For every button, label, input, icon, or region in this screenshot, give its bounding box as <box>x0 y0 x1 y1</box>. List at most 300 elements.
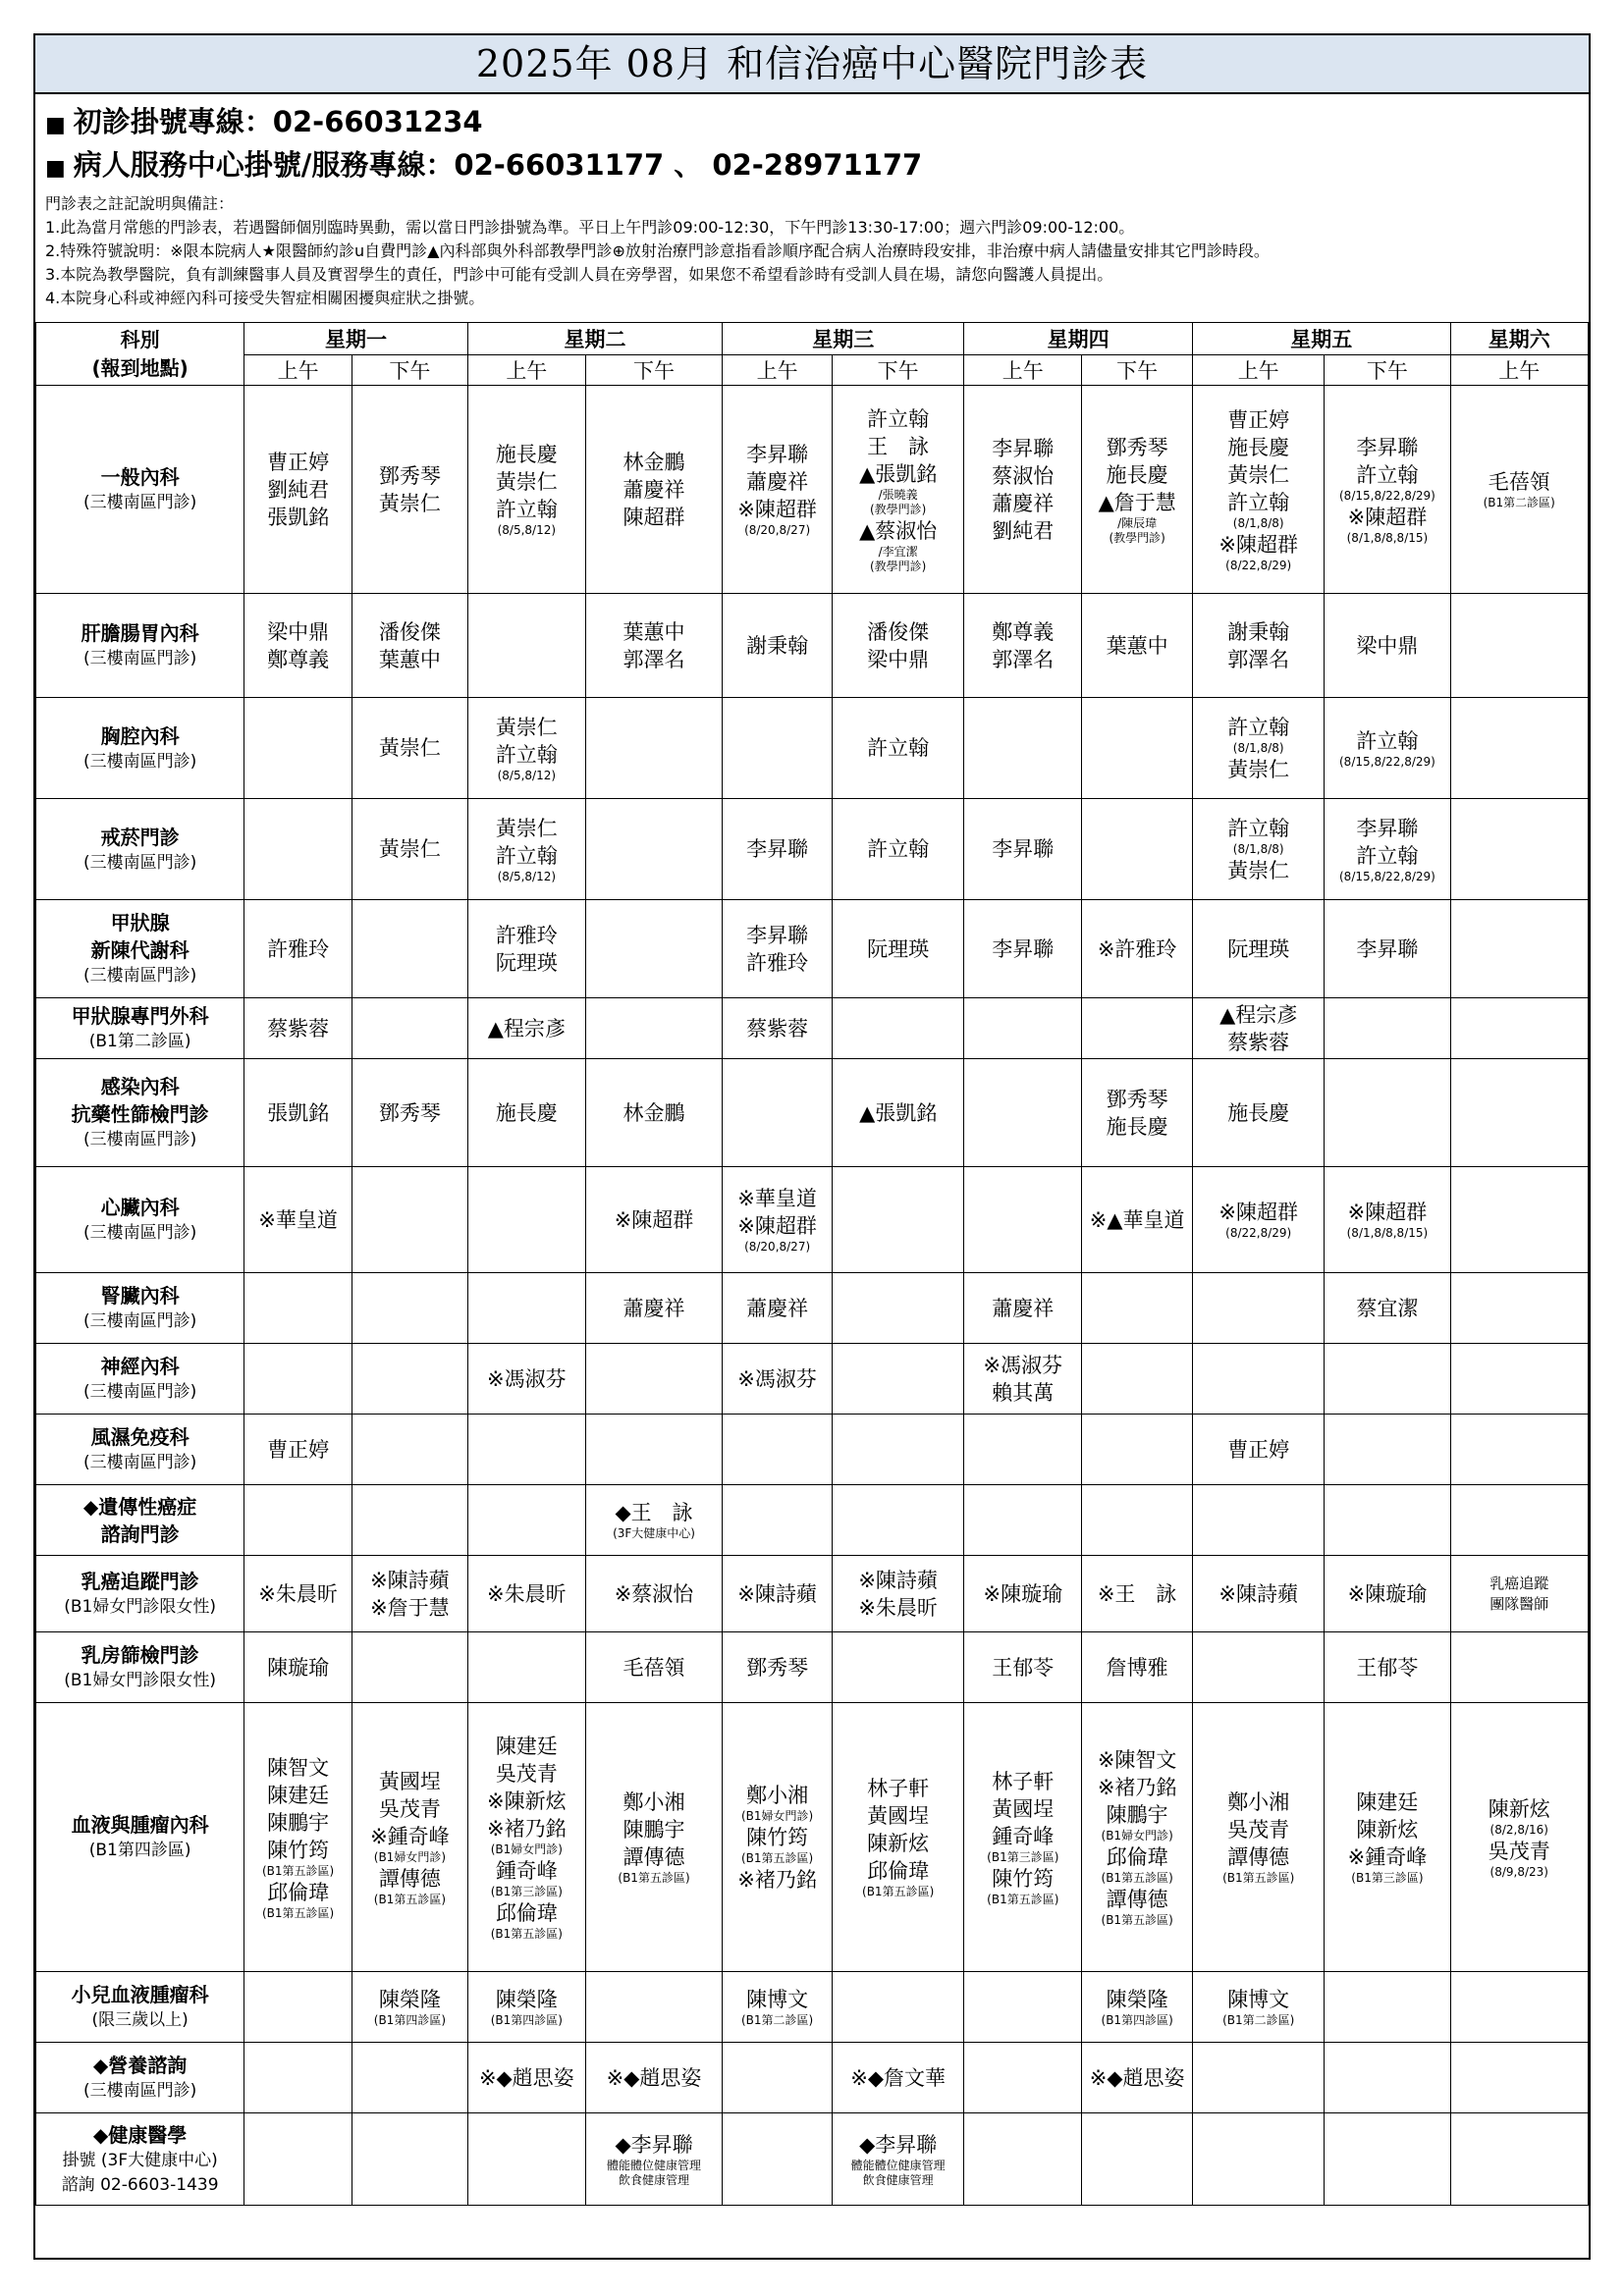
slot-cell <box>1325 1703 1450 1972</box>
doctor-name: 蕭慶祥 <box>992 1296 1055 1320</box>
dept-cell <box>36 1632 244 1703</box>
dept-name: 乳癌追蹤門診 <box>81 1570 199 1593</box>
slot-cell <box>1193 386 1325 594</box>
schedule-row <box>36 998 1589 1059</box>
doctor-name: 許立翰 <box>1356 462 1419 487</box>
slot-cell <box>244 1632 352 1703</box>
dept-location: (三樓南區門診) <box>82 751 197 772</box>
dept-cell <box>36 1273 244 1344</box>
doctor-name: 陳新炫 <box>867 1832 930 1855</box>
slot-note: (B1婦女門診) <box>490 1842 563 1856</box>
dept-cell <box>36 1167 244 1273</box>
slot-cell <box>352 799 467 900</box>
dept-location: (三樓南區門診) <box>82 493 197 512</box>
slot-note: (8/1,8/8) <box>1232 740 1284 755</box>
slot-cell <box>1325 594 1450 698</box>
slot-cell <box>832 900 963 998</box>
slot-cell <box>244 386 352 594</box>
doctor-name: 許立翰 <box>1356 843 1419 868</box>
doctor-name: 曹正婷 <box>1227 1437 1290 1462</box>
slot-cell <box>585 1059 722 1167</box>
slot-note: 飲食健康管理 <box>862 2172 934 2187</box>
doctor-name: 譚傳德 <box>1106 1888 1168 1911</box>
doctor-name: ※陳璇瑜 <box>1347 1581 1428 1606</box>
slot-cell <box>723 1703 833 1972</box>
schedule-row <box>36 1703 1589 1972</box>
doctor-name: ※陳超群 <box>737 1214 817 1238</box>
doctor-name: ※陳超群 <box>1347 1201 1428 1224</box>
slot-note: (8/1,8/8,8/15) <box>1346 1226 1429 1240</box>
slot-cell <box>1193 1415 1325 1485</box>
dept-cell <box>36 998 244 1059</box>
doctor-name: 陳竹筠 <box>992 1866 1055 1891</box>
day-header-mon: 星期一 <box>244 323 468 355</box>
slot-cell <box>964 2043 1082 2113</box>
shift-am: 上午 <box>964 355 1082 386</box>
slot-cell <box>244 1485 352 1556</box>
doctor-name: 阮理瑛 <box>867 936 930 961</box>
doctor-name: 施長慶 <box>1227 435 1290 459</box>
dept-name: 甲狀腺 <box>110 911 170 934</box>
doctor-name: 黃崇仁 <box>495 816 558 840</box>
slot-cell <box>352 998 467 1059</box>
doctor-name: ※褚乃銘 <box>1097 1776 1177 1799</box>
note-line: 2.特殊符號說明：※限本院病人★限醫師約診u自費門診▲內科部與外科部教學門診⊕放射治療門診意指看診順序配合病人治療時段安排，非治療中病人請儘量安排其它門診時段。 <box>45 241 1270 260</box>
doctor-name: 黃崇仁 <box>1227 858 1290 882</box>
slot-cell <box>1450 1273 1589 1344</box>
doctor-name: ※陳璇瑜 <box>983 1581 1063 1606</box>
slot-cell <box>1450 698 1589 799</box>
slot-note: (B1第二診區) <box>740 2013 814 2027</box>
shift-pm: 下午 <box>832 355 963 386</box>
doctor-name: 許立翰 <box>1227 715 1290 739</box>
slot-note: (8/22,8/29) <box>1225 558 1292 572</box>
slot-cell <box>1193 1485 1325 1556</box>
slot-note: (B1第五診區) <box>740 1850 814 1865</box>
doctor-name: 謝秉翰 <box>746 633 809 658</box>
slot-cell <box>244 1273 352 1344</box>
slot-cell <box>1193 2043 1325 2113</box>
dept-cell <box>36 900 244 998</box>
doctor-name: ※朱晨昕 <box>487 1581 567 1606</box>
doctor-name: 鄭小湘 <box>623 1790 685 1814</box>
slot-note: (B1第五診區) <box>490 1927 563 1941</box>
slot-cell <box>244 1344 352 1415</box>
doctor-name: ※詹于慧 <box>370 1595 450 1620</box>
dept-location: (三樓南區門診) <box>82 1453 197 1472</box>
doctor-name: 曹正婷 <box>267 1437 330 1462</box>
schedule-row <box>36 1344 1589 1415</box>
doctor-name: 邱倫瑋 <box>867 1859 930 1883</box>
slot-cell <box>1193 900 1325 998</box>
schedule-row <box>36 2043 1589 2113</box>
doctor-name: ※陳詩蘋 <box>858 1568 938 1592</box>
slot-cell <box>832 1167 963 1273</box>
doctor-name: 陳建廷 <box>1356 1790 1419 1814</box>
slot-cell <box>723 1485 833 1556</box>
slot-cell <box>1082 1059 1193 1167</box>
doctor-name: 陳榮隆 <box>378 1988 441 2011</box>
doctor-name: 蔡宜潔 <box>1356 1296 1419 1320</box>
slot-cell <box>964 1485 1082 1556</box>
slot-note: (B1第四診區) <box>490 2013 563 2027</box>
doctor-name: ※陳詩蘋 <box>1218 1581 1298 1606</box>
doctor-name: 許立翰 <box>495 843 558 868</box>
day-header-thu: 星期四 <box>964 323 1193 355</box>
dept-name: 小兒血液腫瘤科 <box>71 1983 209 2006</box>
slot-cell <box>1325 1485 1450 1556</box>
slot-cell <box>1082 900 1193 998</box>
doctor-name: 陳超群 <box>623 505 685 529</box>
doctor-name: 黃國埕 <box>992 1796 1055 1821</box>
doctor-name: 陳鵬宇 <box>623 1818 685 1842</box>
slot-cell <box>964 1556 1082 1632</box>
doctor-name: 乳癌追蹤 <box>1489 1574 1549 1592</box>
slot-cell <box>585 1485 722 1556</box>
slot-cell <box>1325 900 1450 998</box>
doctor-name: 施長慶 <box>1227 1100 1290 1125</box>
slot-note: (B1第三診區) <box>1351 1871 1424 1885</box>
slot-cell <box>467 594 585 698</box>
slot-cell <box>585 1167 722 1273</box>
slot-note: (8/1,8/8,8/15) <box>1346 530 1429 545</box>
slot-note: (B1第五診區) <box>862 1885 935 1898</box>
doctor-name: 黃崇仁 <box>378 837 441 861</box>
dept-name: 乳房篩檢門診 <box>81 1643 199 1667</box>
note-line: 1.此為當月常態的門診表，若遇醫師個別臨時異動，需以當日門診掛號為準。平日上午門診09:00-12:30，下午門診13:30-17:00；週六門診09:00-12:00。 <box>45 218 1135 237</box>
slot-cell <box>723 799 833 900</box>
slot-cell <box>1325 1556 1450 1632</box>
slot-cell <box>1325 386 1450 594</box>
slot-note: (B1第四診區) <box>373 2013 446 2027</box>
dept-location: (B1婦女門診限女性) <box>64 1597 216 1617</box>
dept-cell <box>36 1344 244 1415</box>
slot-cell <box>1193 799 1325 900</box>
doctor-name: ※陳超群 <box>1218 532 1298 557</box>
dept-name: 血液與腫瘤內科 <box>71 1813 209 1837</box>
slot-cell <box>832 1344 963 1415</box>
doctor-name: 蔡紫蓉 <box>267 1016 330 1041</box>
slot-note: (B1第五診區) <box>261 1863 335 1878</box>
schedule-row <box>36 1167 1589 1273</box>
doctor-name: 陳榮隆 <box>495 1988 558 2011</box>
dept-location: (三樓南區門診) <box>82 966 197 986</box>
doctor-name: 許立翰 <box>867 837 930 861</box>
slot-cell <box>1325 2043 1450 2113</box>
doctor-name: 施長慶 <box>495 443 558 466</box>
slot-cell <box>244 1972 352 2043</box>
slot-cell <box>1082 2113 1193 2206</box>
slot-cell <box>1450 1556 1589 1632</box>
doctor-name: 陳博文 <box>746 1988 809 2011</box>
slot-cell <box>1082 1485 1193 1556</box>
slot-cell <box>1450 1167 1589 1273</box>
slot-cell <box>1082 386 1193 594</box>
doctor-name: ▲程宗彥 <box>487 1016 566 1041</box>
doctor-name: 許立翰 <box>867 736 930 760</box>
slot-cell <box>352 1632 467 1703</box>
slot-cell <box>723 900 833 998</box>
slot-note: (B1婦女門診) <box>373 1849 446 1864</box>
slot-cell <box>723 1972 833 2043</box>
doctor-name: ※▲華皇道 <box>1089 1207 1185 1232</box>
slot-cell <box>467 386 585 594</box>
doctor-name: 李昇聯 <box>992 436 1055 460</box>
doctor-name: 吳茂青 <box>1227 1818 1290 1842</box>
slot-cell <box>723 2113 833 2206</box>
doctor-name: 陳璇瑜 <box>267 1655 330 1680</box>
slot-cell <box>467 799 585 900</box>
schedule-row <box>36 1059 1589 1167</box>
slot-note: (8/22,8/29) <box>1225 1226 1292 1240</box>
slot-note: (教學門診) <box>1109 530 1165 545</box>
doctor-name: 李昇聯 <box>992 837 1055 861</box>
slot-cell <box>964 1344 1082 1415</box>
dept-location: (三樓南區門診) <box>82 1382 197 1402</box>
slot-cell <box>467 1273 585 1344</box>
doctor-name: 蔡淑怡 <box>992 463 1055 488</box>
doctor-name: 蕭慶祥 <box>746 1296 809 1320</box>
slot-cell <box>1193 698 1325 799</box>
slot-cell <box>1193 2113 1325 2206</box>
slot-cell <box>1325 1059 1450 1167</box>
slot-cell <box>832 998 963 1059</box>
slot-cell <box>1325 1273 1450 1344</box>
slot-cell <box>1450 1703 1589 1972</box>
dept-cell <box>36 594 244 698</box>
doctor-name: 葉蕙中 <box>1106 633 1168 658</box>
dept-cell <box>36 1415 244 1485</box>
slot-note: (8/9,8/23) <box>1489 1864 1548 1879</box>
slot-cell <box>832 1485 963 1556</box>
dept-cell <box>36 1703 244 1972</box>
doctor-name: 毛蓓領 <box>1488 470 1550 494</box>
slot-cell <box>723 1059 833 1167</box>
shift-header-row <box>36 355 1589 386</box>
dept-name: 諮詢門診 <box>100 1522 180 1546</box>
doctor-name: 陳榮隆 <box>1106 1988 1168 2011</box>
doctor-name: 林金鵬 <box>623 1100 685 1125</box>
slot-cell <box>1450 1415 1589 1485</box>
doctor-name: 黃崇仁 <box>378 736 441 760</box>
slot-cell <box>964 1059 1082 1167</box>
slot-cell <box>352 2113 467 2206</box>
slot-cell <box>723 998 833 1059</box>
doctor-name: ▲張凱銘 <box>859 461 938 486</box>
doctor-name: 鄭尊義 <box>267 647 330 671</box>
slot-cell <box>585 1703 722 1972</box>
doctor-name: 阮理瑛 <box>495 950 558 975</box>
slot-cell <box>585 1632 722 1703</box>
slot-cell <box>723 1167 833 1273</box>
slot-note: (B1第五診區) <box>261 1905 335 1920</box>
doctor-name: ※朱晨昕 <box>258 1581 338 1606</box>
shift-am: 上午 <box>467 355 585 386</box>
slot-cell <box>352 698 467 799</box>
doctor-name: 王郁苓 <box>992 1655 1055 1680</box>
slot-cell <box>1193 1556 1325 1632</box>
slot-cell <box>964 900 1082 998</box>
slot-note: (教學門診) <box>869 559 927 573</box>
slot-cell <box>467 1059 585 1167</box>
slot-note: 飲食健康管理 <box>619 2172 690 2187</box>
doctor-name: 潘俊傑 <box>867 619 930 644</box>
dept-location: (B1婦女門診限女性) <box>64 1671 216 1690</box>
slot-cell <box>832 1556 963 1632</box>
slot-note: (B1第五診區) <box>373 1892 446 1906</box>
doctor-name: 邱倫瑋 <box>495 1901 558 1925</box>
doctor-name: 陳竹筠 <box>746 1825 809 1849</box>
slot-cell <box>832 1273 963 1344</box>
doctor-name: ※朱晨昕 <box>858 1595 938 1620</box>
schedule-row <box>36 698 1589 799</box>
day-header-sat: 星期六 <box>1450 323 1589 355</box>
dept-name: 抗藥性篩檢門診 <box>71 1102 209 1126</box>
slot-note: (B1第三診區) <box>987 1849 1059 1864</box>
doctor-name: 曹正婷 <box>1227 407 1290 432</box>
dept-cell <box>36 1972 244 2043</box>
doctor-name: ※◆詹文華 <box>850 2065 947 2090</box>
slot-cell <box>244 2043 352 2113</box>
doctor-name: 黃崇仁 <box>1227 462 1290 487</box>
doctor-name: 施長慶 <box>495 1100 558 1125</box>
doctor-name: 張凱銘 <box>267 1100 330 1125</box>
slot-cell <box>1450 1485 1589 1556</box>
slot-cell <box>964 1972 1082 2043</box>
doctor-name: 蕭慶祥 <box>623 1296 685 1320</box>
slot-cell <box>723 1415 833 1485</box>
slot-cell <box>352 900 467 998</box>
slot-cell <box>352 1273 467 1344</box>
shift-am: 上午 <box>1450 355 1589 386</box>
schedule-row <box>36 386 1589 594</box>
doctor-name: 曹正婷 <box>267 450 330 474</box>
doctor-name: 鍾奇峰 <box>495 1859 558 1883</box>
dept-cell <box>36 2043 244 2113</box>
doctor-name: 潘俊傑 <box>378 619 441 644</box>
slot-cell <box>1082 998 1193 1059</box>
doctor-name: 李昇聯 <box>1356 435 1419 459</box>
slot-note: (B1第五診區) <box>987 1892 1059 1906</box>
slot-note: (B1第五診區) <box>1101 1871 1173 1885</box>
doctor-name: 李昇聯 <box>1356 816 1419 840</box>
slot-cell <box>467 698 585 799</box>
slot-cell <box>1082 1632 1193 1703</box>
clinic-schedule-table <box>35 322 1589 2206</box>
doctor-name: 許立翰 <box>867 406 930 431</box>
slot-cell <box>1082 698 1193 799</box>
doctor-name: ※◆趙思姿 <box>1089 2065 1185 2090</box>
shift-am: 上午 <box>244 355 352 386</box>
slot-cell <box>1082 2043 1193 2113</box>
service-hotline: ■ 病人服務中心掛號/服務專線：02-66031177 、 02-28971177 <box>45 148 923 182</box>
doctor-name: 李昇聯 <box>746 443 809 466</box>
doctor-name: ※王 詠 <box>1097 1581 1177 1606</box>
slot-cell <box>1450 799 1589 900</box>
slot-cell <box>585 1415 722 1485</box>
slot-cell <box>832 1415 963 1485</box>
slot-cell <box>352 594 467 698</box>
doctor-name: 許立翰 <box>495 498 558 521</box>
slot-cell <box>1325 1632 1450 1703</box>
dept-cell <box>36 698 244 799</box>
doctor-name: 陳建廷 <box>495 1735 558 1758</box>
doctor-name: 詹博雅 <box>1106 1655 1168 1680</box>
slot-note: (8/15,8/22,8/29) <box>1339 754 1435 769</box>
slot-cell <box>1325 698 1450 799</box>
doctor-name: 李昇聯 <box>1356 936 1419 961</box>
doctor-name: 施長慶 <box>1106 1114 1168 1139</box>
doctor-name: 譚傳德 <box>623 1845 685 1869</box>
dept-name: ◆遺傳性癌症 <box>82 1494 197 1519</box>
doctor-name: 李昇聯 <box>992 936 1055 961</box>
dept-name: 一般內科 <box>100 465 180 489</box>
doctor-name: 林子軒 <box>992 1769 1055 1793</box>
slot-cell <box>585 799 722 900</box>
doctor-name: ※◆趙思姿 <box>606 2065 702 2090</box>
slot-cell <box>467 1485 585 1556</box>
slot-cell <box>244 698 352 799</box>
day-header-row <box>36 323 1589 355</box>
slot-cell <box>1082 1167 1193 1273</box>
slot-cell <box>1082 1556 1193 1632</box>
slot-note: (B1第二診區) <box>1483 496 1555 509</box>
slot-cell <box>832 1972 963 2043</box>
dept-name: ◆健康醫學 <box>92 2122 188 2147</box>
slot-cell <box>1193 998 1325 1059</box>
slot-cell <box>1450 1059 1589 1167</box>
doctor-name: 譚傳德 <box>1227 1845 1290 1869</box>
slot-note: (8/15,8/22,8/29) <box>1339 869 1435 883</box>
slot-cell <box>467 998 585 1059</box>
doctor-name: ※許雅玲 <box>1097 936 1177 961</box>
slot-cell <box>585 900 722 998</box>
doctor-name: 吳茂青 <box>1488 1839 1550 1863</box>
slot-note: 體能體位健康管理 <box>607 2158 702 2172</box>
slot-note: (3F大健康中心) <box>613 1526 695 1540</box>
doctor-name: 賴其萬 <box>992 1380 1055 1405</box>
dept-name: 肝膽腸胃內科 <box>81 621 199 645</box>
doctor-name: ▲蔡淑怡 <box>859 518 938 543</box>
doctor-name: 郭澤名 <box>992 647 1055 671</box>
doctor-name: 陳鵬宇 <box>1106 1803 1168 1827</box>
doctor-name: ※褚乃銘 <box>487 1817 567 1841</box>
schedule-row <box>36 1415 1589 1485</box>
doctor-name: ※蔡淑怡 <box>614 1581 694 1606</box>
slot-note: (8/1,8/8) <box>1232 515 1284 530</box>
slot-cell <box>1082 799 1193 900</box>
slot-cell <box>585 698 722 799</box>
dept-name: ◆營養諮詢 <box>92 2054 188 2077</box>
doctor-name: ※褚乃銘 <box>737 1867 817 1892</box>
slot-note: /李宜潔 <box>878 544 918 559</box>
doctor-name: 謝秉翰 <box>1227 619 1290 644</box>
doctor-name: 鄧秀琴 <box>1106 435 1168 459</box>
doctor-name: 梁中鼎 <box>267 619 330 644</box>
slot-cell <box>467 1703 585 1972</box>
hotline-block <box>35 94 1589 188</box>
doctor-name: 鄧秀琴 <box>378 1100 441 1125</box>
slot-cell <box>467 1632 585 1703</box>
dept-location: (三樓南區門診) <box>82 1311 197 1331</box>
day-header-wed: 星期三 <box>723 323 964 355</box>
doctor-name: 蕭慶祥 <box>746 470 809 494</box>
slot-cell <box>352 386 467 594</box>
slot-cell <box>244 799 352 900</box>
doctor-name: 陳建廷 <box>267 1783 330 1807</box>
slot-cell <box>352 2043 467 2113</box>
notes-block <box>35 188 1589 310</box>
